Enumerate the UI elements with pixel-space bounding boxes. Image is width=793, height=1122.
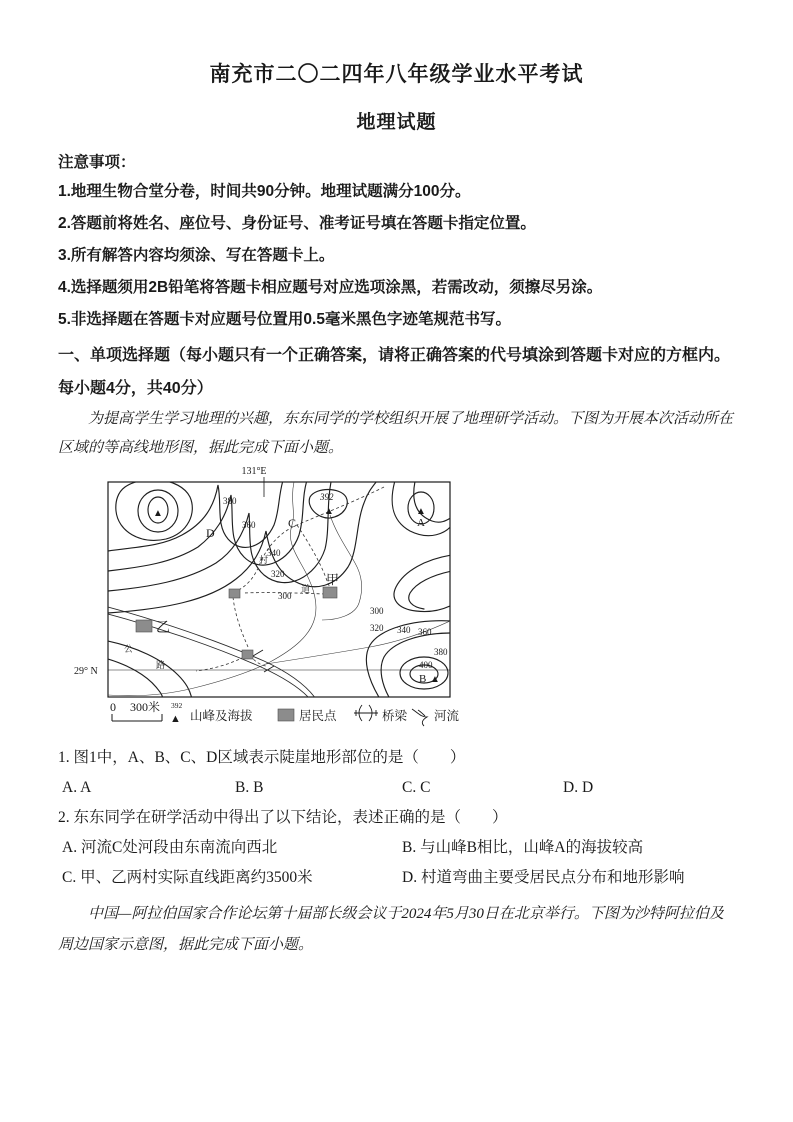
notice-item-2: 2.答题前将姓名、座位号、身份证号、准考证号填在答题卡指定位置。 <box>58 215 536 232</box>
peak-icon: ▲ <box>153 508 163 519</box>
option-d: D. D <box>563 779 594 796</box>
region-label-d: D <box>206 526 215 540</box>
section-heading: 一、单项选择题（每小题只有一个正确答案，请将正确答案的代号填涂到答题卡对应的方框内。每小题4分，共40分） <box>58 347 731 397</box>
peak-icon: ▲ <box>170 713 181 725</box>
legend-bridge-icon <box>354 705 378 721</box>
peak-icon: ▲ <box>430 674 440 685</box>
option-a: A. A <box>62 779 92 796</box>
legend-peak-label: 山峰及海拔 <box>190 709 253 723</box>
notice-heading: 注意事项： <box>58 154 136 171</box>
legend-settlement-label: 居民点 <box>299 709 337 723</box>
contour-label: 360 <box>242 520 256 530</box>
contour-label: 320 <box>271 569 285 579</box>
legend-peak-value: 392 <box>171 701 183 710</box>
question-1-options <box>58 773 735 803</box>
contour-label: 380 <box>434 647 448 657</box>
option-a: A. 河流C处河段由东南流向西北 <box>62 839 278 856</box>
road-label-gong: 公 <box>124 644 134 654</box>
intro-passage: 为提高学生学习地理的兴趣，东东同学的学校组织开展了地理研学活动。下图为开展本次活动所在区域的等高线地形图，据此完成下面小题。 <box>58 411 734 456</box>
settlement-square-yi <box>136 620 152 632</box>
question-2-options <box>58 833 735 893</box>
notice-item-3: 3.所有解答内容均须涂、写在答题卡上。 <box>58 247 335 264</box>
road-label-lu: 路 <box>156 660 166 670</box>
option-c: C. 甲、乙两村实际直线距离约3500米 <box>62 869 313 886</box>
notice-item-5: 5.非选择题在答题卡对应题号位置用0.5毫米黑色字迹笔规范书写。 <box>58 311 511 328</box>
region-label-c: C <box>288 516 297 530</box>
option-b: B. B <box>235 779 264 796</box>
settlement-square-jia <box>323 587 337 598</box>
scale-zero: 0 <box>110 700 116 714</box>
closing-passage: 中国—阿拉伯国家合作论坛第十届部长级会议于2024年5月30日在北京举行。下图为沙特阿拉伯及周边国家示意图，据此完成下面小题。 <box>58 906 724 953</box>
legend-river-icon <box>412 709 427 726</box>
scale-bar <box>112 714 162 721</box>
map-legend <box>110 699 460 726</box>
meridian-label: 131°E <box>241 466 267 477</box>
option-c: C. C <box>402 779 431 796</box>
peak-icon: ▲ <box>324 506 334 517</box>
contour-label: 400 <box>419 660 433 670</box>
option-d: D. 村道弯曲主要受居民点分布和地形影响 <box>402 869 685 886</box>
parallel-label: 29° N <box>74 666 98 677</box>
question-2-stem: 2. 东东同学在研学活动中得出了以下结论，表述正确的是（ ） <box>58 809 508 826</box>
settlement-label-yi: 乙 <box>156 621 170 636</box>
page-subtitle: 地理试题 <box>356 112 437 133</box>
road-label-dao: 道 <box>301 584 311 594</box>
legend-river-label: 河流 <box>434 709 460 723</box>
settlement-label-jia: 甲 <box>326 572 340 587</box>
region-label-a: A <box>417 517 425 529</box>
settlement-square <box>242 650 253 659</box>
page-title: 南充市二〇二四年八年级学业水平考试 <box>209 63 584 86</box>
peak-icon: ▲ <box>416 506 426 517</box>
notice-item-4: 4.选择题须用2B铅笔将答题卡相应题号对应选项涂黑，若需改动，须擦尽另涂。 <box>58 279 603 296</box>
contour-label: 300 <box>370 606 384 616</box>
legend-settlement-icon <box>278 709 294 721</box>
road-label-cun: 村 <box>259 555 269 565</box>
region-label-b: B <box>419 673 427 685</box>
scale-end: 300米 <box>130 700 161 714</box>
legend-bridge-label: 桥梁 <box>382 709 408 723</box>
contour-label: 340 <box>397 625 411 635</box>
question-1-stem: 1. 图1中，A、B、C、D区域表示陡崖地形部位的是（ ） <box>58 749 466 766</box>
contour-map-figure <box>68 463 464 741</box>
contour-label: 340 <box>267 548 281 558</box>
contour-label: 380 <box>223 496 237 506</box>
contour-label: 360 <box>418 627 432 637</box>
notice-item-1: 1.地理生物合堂分卷，时间共90分钟。地理试题满分100分。 <box>58 183 471 200</box>
contour-label: 300 <box>278 591 292 601</box>
peak-392-label: 392 <box>320 492 334 502</box>
contour-label: 320 <box>370 623 384 633</box>
option-b: B. 与山峰B相比，山峰A的海拔较高 <box>402 839 644 856</box>
settlement-square <box>229 589 240 598</box>
